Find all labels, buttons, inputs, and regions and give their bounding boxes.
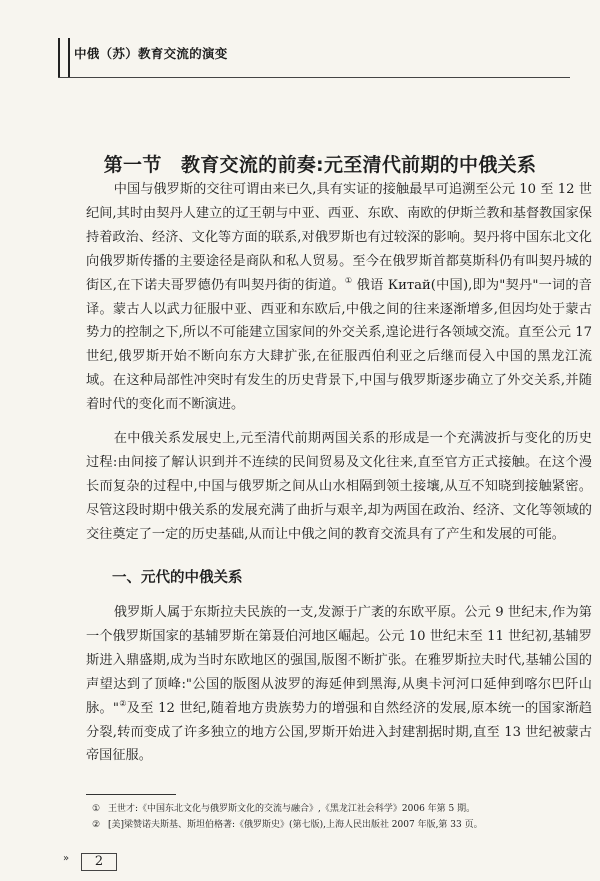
paragraph-3-part-a: 俄罗斯人属于东斯拉夫民族的一支,发源于广袤的东欧平原。公元 9 世纪末,作为第一个俄罗斯国家的基辅罗斯在第聂伯河地区崛起。公元 10 世纪末至 11 世纪初,基辅罗斯进入鼎盛期,成为当时东欧地区的强国,版图不断扩张。在雅罗斯拉夫时代,基辅公国的声望达到了顶峰:"公国的版图从波罗的海延伸到黑海,从奥卡河河口延伸到喀尔巴阡山脉。" [86, 605, 592, 716]
footnote-2 [92, 817, 592, 833]
footnote-1-text: 王世才:《中国东北文化与俄罗斯文化的交流与融合》,《黑龙江社会科学》2006 年第 5 期。 [108, 804, 476, 814]
header-frame [58, 38, 70, 78]
running-header [0, 0, 600, 78]
paragraph-3-part-b: 及至 12 世纪,随着地方贵族势力的增强和自然经济的发展,原本统一的国家渐趋分裂,转而变成了许多独立的地方公国,罗斯开始进入封建割据时期,直至 13 世纪被蒙古帝国征服。 [86, 700, 592, 764]
footnote-ref-2: ② [119, 698, 127, 708]
page-marker: » [63, 853, 70, 864]
paragraph-3 [86, 601, 592, 768]
footnote-rule [86, 794, 176, 795]
paragraph-2-text: 在中俄关系发展史上,元至清代前期两国关系的形成是一个充满波折与变化的历史过程:由间接了解认识到并不连续的民间贸易及文化往来,直至官方正式接触。在这个漫长而复杂的过程中,中国与俄罗斯之间从山水相隔到领土接壤,从互不知晓到接触紧密。尽管这段时期中俄关系的发展充满了曲折与艰辛,却为两国在政治、经济、文化等领域的交往奠定了一定的历史基础,从而让中俄之间的教育交流具有了产生和发展的可能。 [86, 431, 592, 542]
paragraph-1-part-a: 中国与俄罗斯的交往可谓由来已久,具有实证的接触最早可追溯至公元 10 至 12 世纪间,其时由契丹人建立的辽王朝与中亚、西亚、东欧、南欧的伊斯兰教和基督教国家保持着政治、经济、文化等方面的联系,对俄罗斯也有过较深的影响。契丹将中国东北文化向俄罗斯传播的主要途径是商队和私人贸易。至今在俄罗斯首都莫斯科仍有叫契丹城的街区,在下诺夫哥罗德仍有叫契丹街的街道。 [86, 182, 592, 293]
footnote-2-mark: ② [92, 820, 101, 830]
footnote-1 [92, 801, 592, 817]
footnote-2-text: [美]梁赞诺夫斯基、斯坦伯格著:《俄罗斯史》(第七版),上海人民出版社 2007 年版,第 33 页。 [108, 820, 483, 830]
header-rule [58, 77, 570, 78]
running-header-title: 中俄（苏）教育交流的演变 [74, 46, 228, 61]
paragraph-2 [86, 427, 592, 547]
paragraph-1 [86, 178, 592, 417]
paragraph-1-part-b: 俄语 Китай(中国),即为"契丹"一词的音译。蒙古人以武力征服中亚、西亚和东欧后,中俄之间的往来逐渐增多,但因均处于蒙古势力的控制之下,所以不可能建立国家间的外交关系,遑论进行各领域交流。直至公元 17 世纪,俄罗斯开始不断向东方大肆扩张,在征服西伯利亚之后继而侵入中国的黑龙江流域。在这种局部性冲突时有发生的历史背景下,中国与俄罗斯逐步确立了外交关系,并随着时代的变化而不断演进。 [86, 277, 592, 413]
page-number-frame [63, 853, 115, 870]
footnote-ref-1: ① [344, 275, 353, 285]
footnotes [92, 801, 592, 833]
page-number: 2 [81, 853, 117, 871]
section-title: 第一节 教育交流的前奏:元至清代前期的中俄关系 [103, 154, 537, 176]
footnote-1-mark: ① [92, 804, 101, 814]
subheading: 一、元代的中俄关系 [112, 570, 243, 586]
